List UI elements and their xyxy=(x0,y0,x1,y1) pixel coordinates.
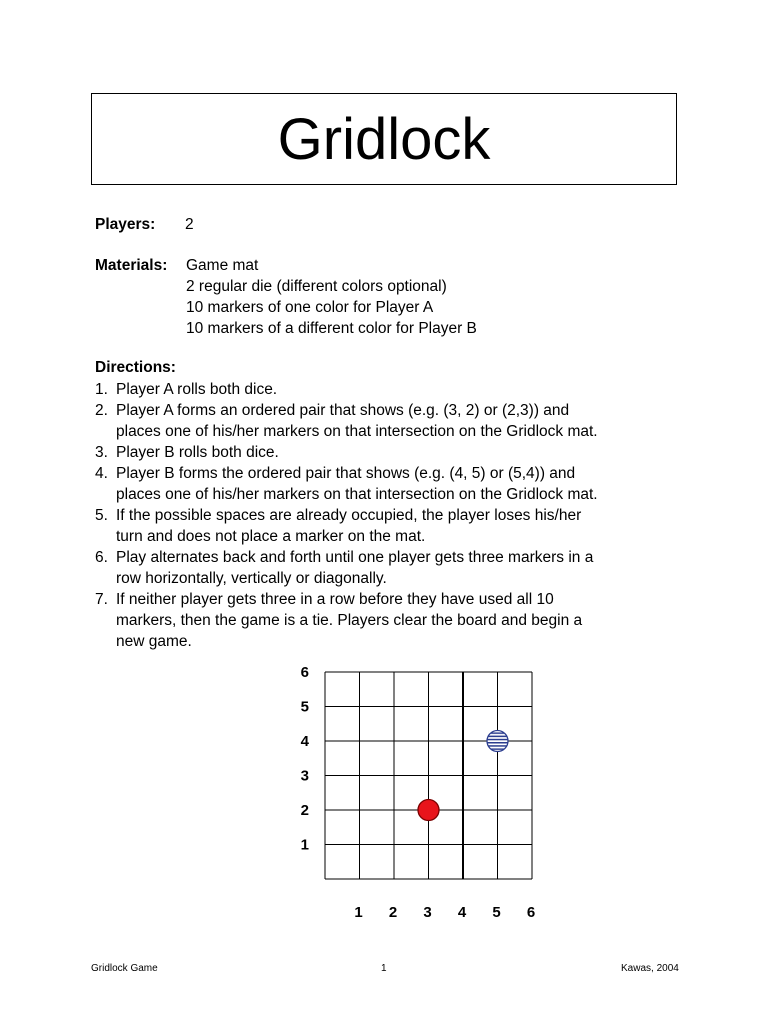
y-axis-label: 1 xyxy=(300,836,309,854)
footer-right: Kawas, 2004 xyxy=(621,963,679,974)
step-text-line: row horizontally, vertically or diagonally. xyxy=(116,570,387,587)
materials-label: Materials: xyxy=(95,257,168,274)
footer-page-number: 1 xyxy=(381,963,387,974)
step-text-line: markers, then the game is a tie. Players clear the board and begin a xyxy=(116,612,583,629)
step-number: 7. xyxy=(95,591,108,608)
players-value: 2 xyxy=(185,216,194,233)
step-text-line: places one of his/her markers on that intersection on the Gridlock mat. xyxy=(116,423,598,440)
direction-step xyxy=(95,547,695,589)
y-axis-label: 5 xyxy=(300,698,309,716)
player-b-marker xyxy=(487,731,508,752)
step-number: 6. xyxy=(95,549,108,566)
y-axis-label: 2 xyxy=(300,802,309,819)
footer-left: Gridlock Game xyxy=(91,963,158,974)
direction-step xyxy=(95,505,695,547)
y-axis-label: 6 xyxy=(300,664,309,681)
step-text-line: new game. xyxy=(116,633,192,650)
materials-item: 2 regular die (different colors optional) xyxy=(186,278,447,295)
grid-svg xyxy=(290,662,550,932)
materials-item: 10 markers of one color for Player A xyxy=(186,299,434,316)
step-number: 3. xyxy=(95,444,108,461)
x-axis-label: 2 xyxy=(388,904,398,921)
step-text-line: If the possible spaces are already occupied, the player loses his/her xyxy=(116,507,582,524)
directions-list xyxy=(95,379,695,652)
step-number: 2. xyxy=(95,402,108,419)
step-text-line: Play alternates back and forth until one player gets three markers in a xyxy=(116,549,594,566)
step-text-line: Player A forms an ordered pair that shows (e.g. (3, 2) or (2,3)) and xyxy=(116,402,570,419)
step-text-line: turn and does not place a marker on the mat. xyxy=(116,528,426,545)
x-axis-label: 3 xyxy=(423,904,432,921)
x-axis-label: 6 xyxy=(526,904,536,921)
direction-step xyxy=(95,400,695,442)
direction-step xyxy=(95,442,695,463)
step-text-line: Player B forms the ordered pair that shows (e.g. (4, 5) or (5,4)) and xyxy=(116,465,576,482)
x-axis-label: 1 xyxy=(354,904,363,921)
y-axis-label: 3 xyxy=(300,767,309,785)
direction-step xyxy=(95,463,695,505)
step-number: 4. xyxy=(95,465,108,482)
y-axis-label: 4 xyxy=(300,733,309,750)
title-box xyxy=(91,93,677,185)
step-number: 1. xyxy=(95,381,108,398)
step-number: 5. xyxy=(95,507,108,524)
direction-step xyxy=(95,589,695,652)
directions-heading: Directions: xyxy=(95,359,176,376)
materials-item: 10 markers of a different color for Player B xyxy=(186,320,477,337)
gridlock-mat xyxy=(290,662,550,932)
page-title: Gridlock xyxy=(277,106,491,172)
x-axis-label: 4 xyxy=(457,904,467,921)
materials-item: Game mat xyxy=(186,257,259,274)
direction-step xyxy=(95,379,695,400)
step-text-line: Player B rolls both dice. xyxy=(116,444,279,461)
player-a-marker xyxy=(418,800,439,821)
step-text-line: If neither player gets three in a row before they have used all 10 xyxy=(116,591,554,608)
step-text-line: Player A rolls both dice. xyxy=(116,381,278,398)
x-axis-label: 5 xyxy=(492,904,501,921)
step-text-line: places one of his/her markers on that intersection on the Gridlock mat. xyxy=(116,486,598,503)
players-label: Players: xyxy=(95,216,156,233)
